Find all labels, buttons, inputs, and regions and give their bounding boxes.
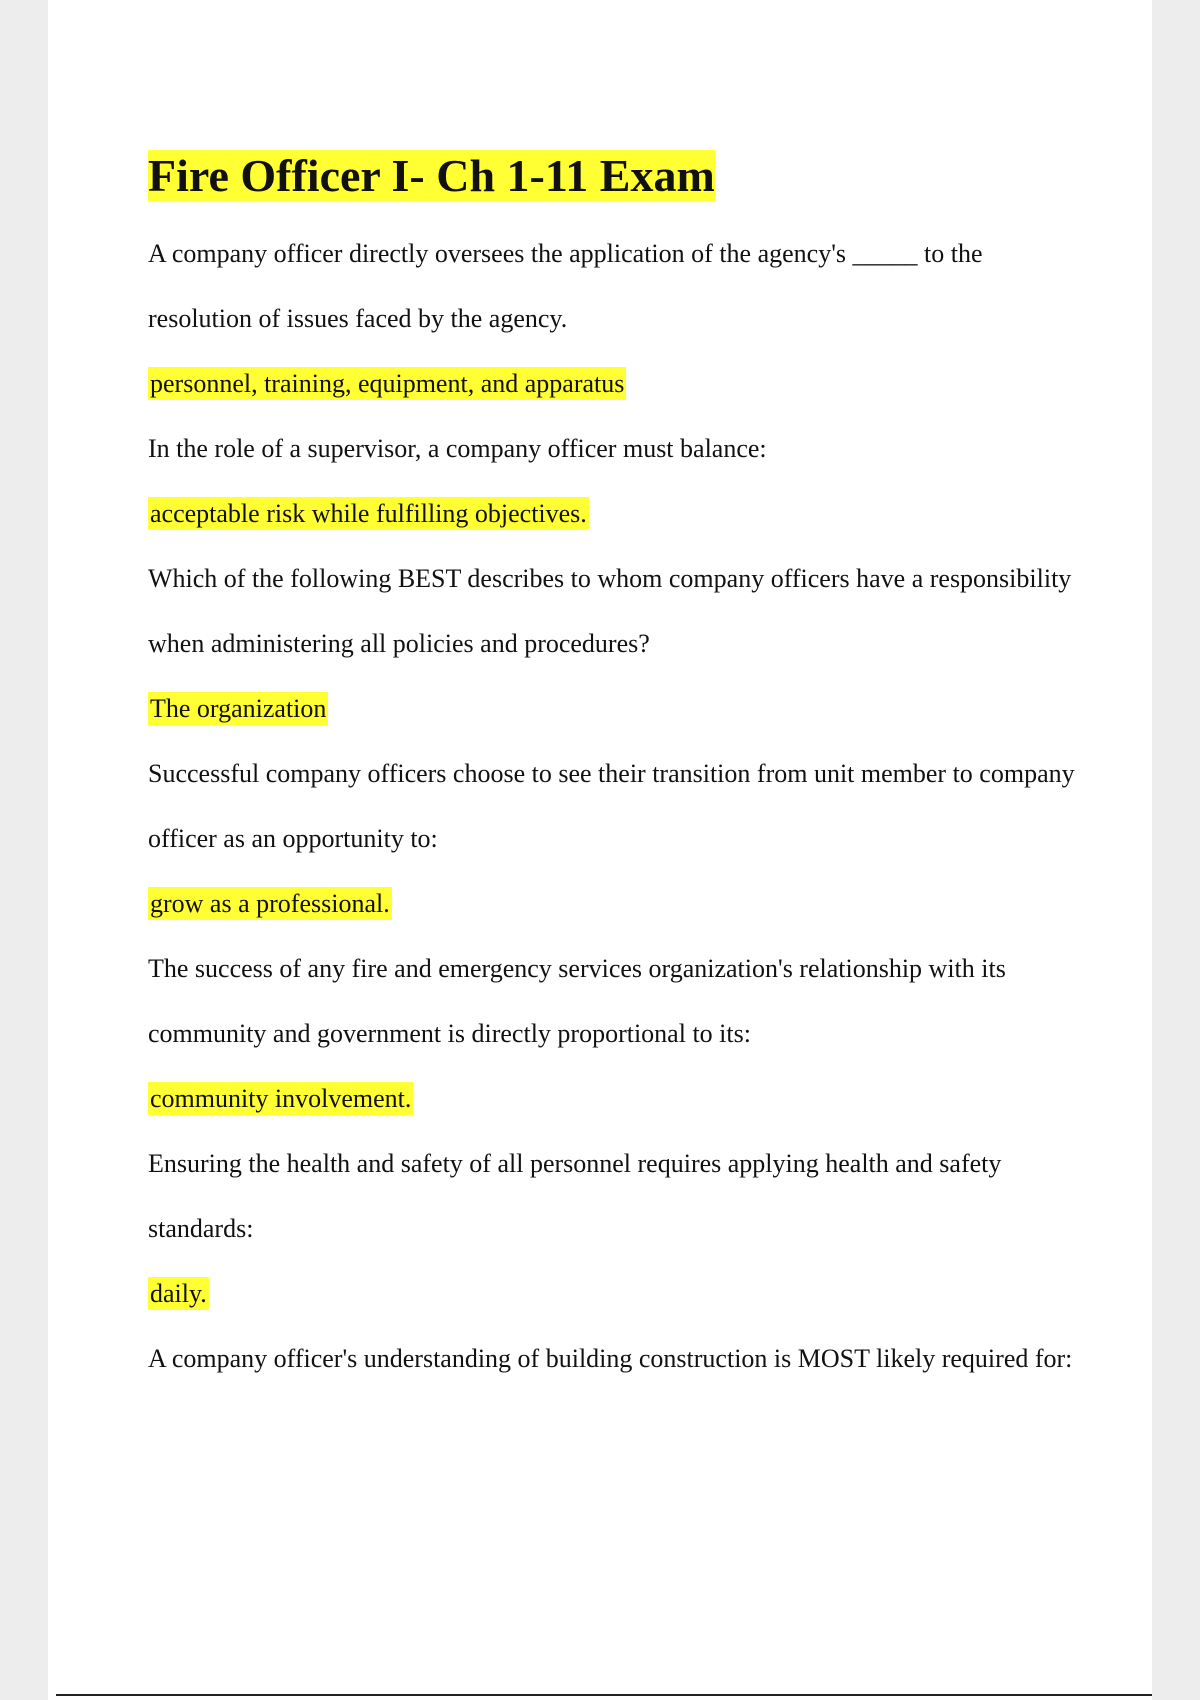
question-5: The success of any fire and emergency services organization's relationship with its community and government is directly proportional to its: xyxy=(148,954,1006,1048)
answer-5-text: community involvement. xyxy=(150,1084,412,1113)
answer-1 xyxy=(148,351,1088,416)
document-title-text: Fire Officer I- Ch 1-11 Exam xyxy=(148,150,715,201)
answer-3 xyxy=(148,676,1088,741)
answer-4-text: grow as a professional. xyxy=(150,889,390,918)
document-title xyxy=(148,148,715,204)
question-4: Successful company officers choose to see their transition from unit member to company officer as an opportunity to: xyxy=(148,759,1075,853)
answer-6 xyxy=(148,1261,1088,1326)
question-3: Which of the following BEST describes to whom company officers have a responsibility when administering all policies and procedures? xyxy=(148,564,1072,658)
bottom-rule xyxy=(56,1694,1152,1696)
answer-3-text: The organization xyxy=(150,694,327,723)
question-7: A company officer's understanding of building construction is MOST likely required for: xyxy=(148,1344,1073,1373)
question-list xyxy=(148,221,1088,1391)
answer-6-text: daily. xyxy=(150,1279,207,1308)
document-page xyxy=(48,0,1152,1700)
answer-5 xyxy=(148,1066,1088,1131)
question-2: In the role of a supervisor, a company officer must balance: xyxy=(148,434,767,463)
answer-2-text: acceptable risk while fulfilling objectives. xyxy=(150,499,587,528)
answer-2 xyxy=(148,481,1088,546)
question-1: A company officer directly oversees the application of the agency's _____ to the resolution of issues faced by the agency. xyxy=(148,239,983,333)
answer-4 xyxy=(148,871,1088,936)
answer-1-text: personnel, training, equipment, and apparatus xyxy=(150,369,625,398)
question-6: Ensuring the health and safety of all personnel requires applying health and safety standards: xyxy=(148,1149,1002,1243)
